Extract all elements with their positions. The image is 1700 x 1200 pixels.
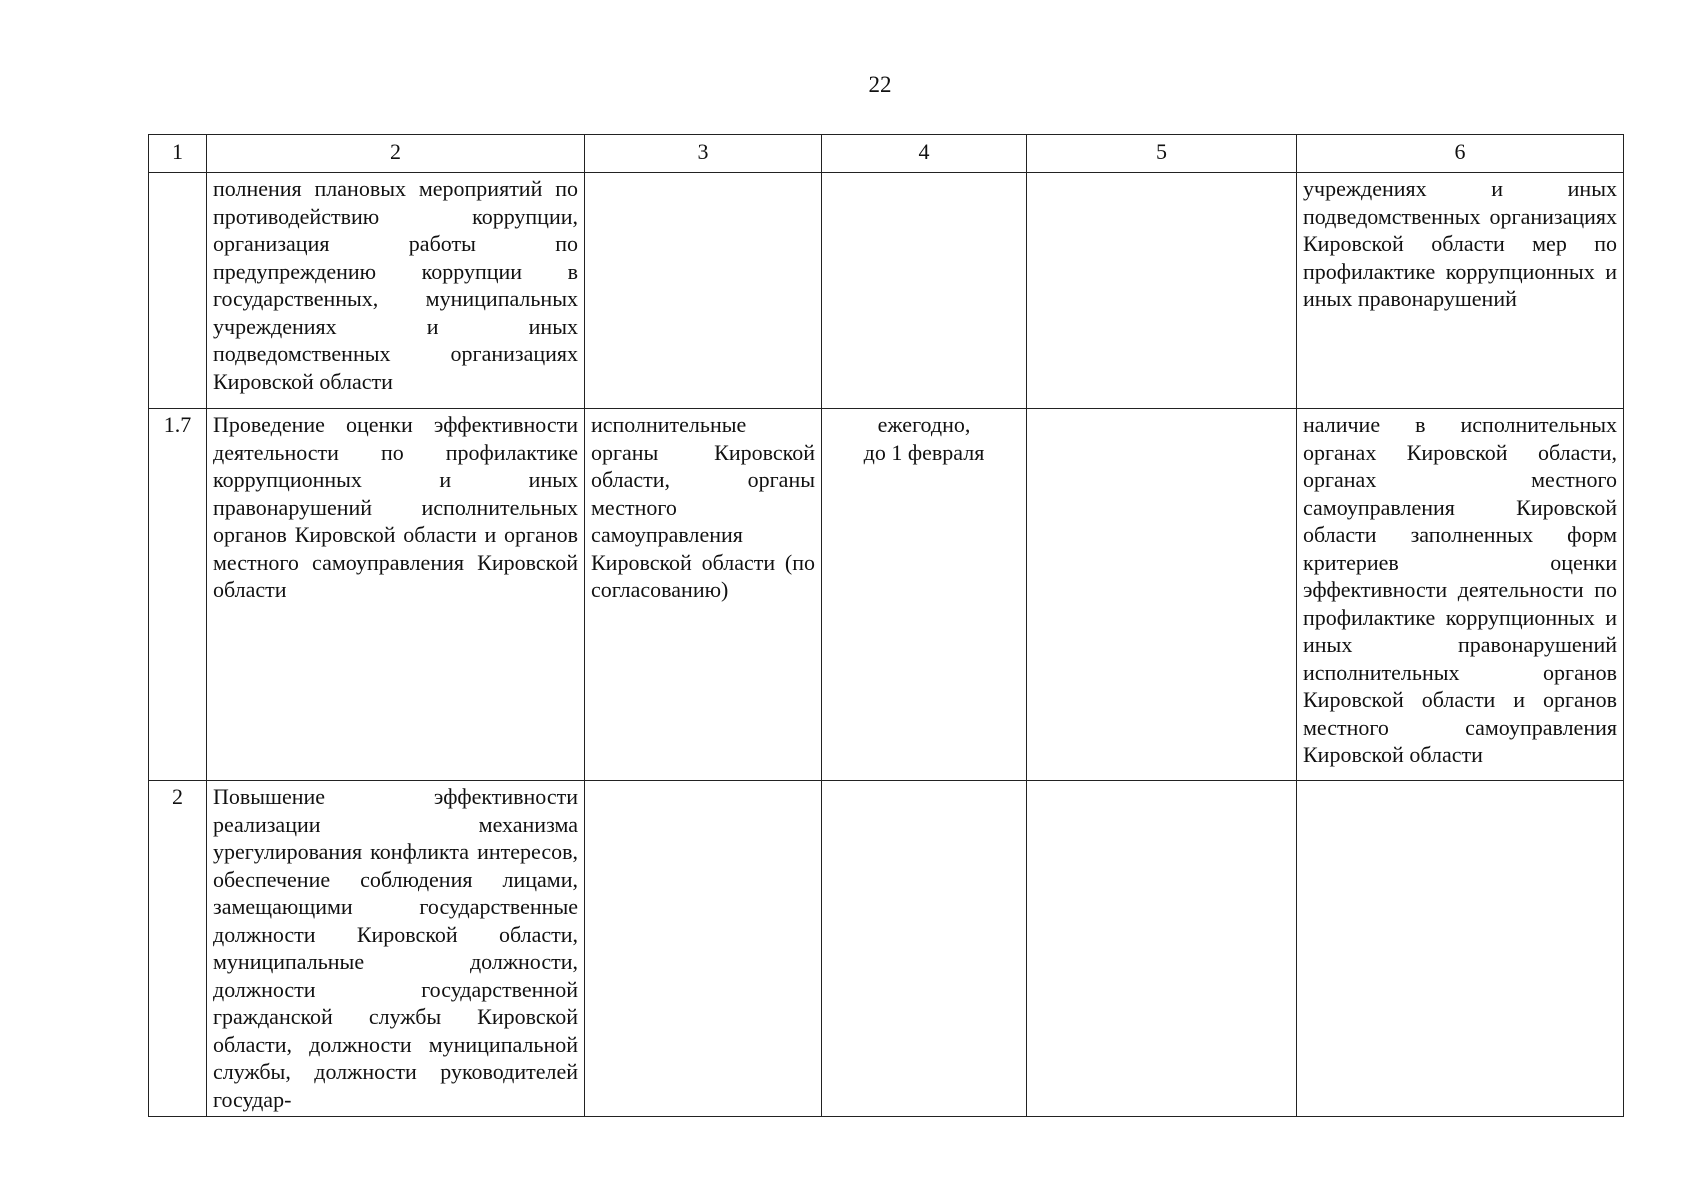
deadline: [822, 173, 1027, 409]
deadline: [822, 409, 1027, 781]
expected-result: [1297, 781, 1624, 1117]
row-number: 2: [149, 781, 207, 1117]
expected-result: учреждениях и иных подведомственных организациях Кировской области мер по профилактике коррупционных и иных правонарушений: [1297, 173, 1624, 409]
plan-table: [148, 134, 1624, 1117]
measure-name: Проведение оценки эффективности деятельности по профилактике коррупционных и иных правонарушений исполнительных органов Кировской области и органов местного самоуправления Кировской области: [207, 409, 585, 781]
header-col-5: 5: [1027, 135, 1297, 173]
executors: [585, 781, 822, 1117]
deadline: [822, 781, 1027, 1117]
deadline-text: ежегодно, до 1 февраля: [863, 412, 985, 465]
header-col-2: 2: [207, 135, 585, 173]
measure-name: Повышение эффективности реализации механизма урегулирования конфликта интересов, обеспечение соблюдения лицами, замещающими государственные должности Кировской области, муниципальные должности, должности государственной гражданской службы Кировской области, должности муниципальной службы, должности руководителей государ-: [207, 781, 585, 1117]
table-row: [149, 781, 1624, 1117]
column-5-cell: [1027, 409, 1297, 781]
table-header-row: [149, 135, 1624, 173]
executors: [585, 173, 822, 409]
column-5-cell: [1027, 173, 1297, 409]
page-number: 22: [868, 72, 892, 97]
row-number: [149, 173, 207, 409]
header-col-1: 1: [149, 135, 207, 173]
table-row: [149, 173, 1624, 409]
header-col-4: 4: [822, 135, 1027, 173]
row-number: 1.7: [149, 409, 207, 781]
header-col-6: 6: [1297, 135, 1624, 173]
measure-name: полнения плановых мероприятий по противодействию коррупции, организация работы по предупреждению коррупции в государственных, муниципальных учреждениях и иных подведомственных организациях Кировской области: [207, 173, 585, 409]
executors: исполнительные органы Кировской области, органы местного самоуправления Кировской области (по согласованию): [585, 409, 822, 781]
expected-result: наличие в исполнительных органах Кировской области, органах местного самоуправления Кировской области заполненных форм критериев оценки эффективности деятельности по профилактике коррупционных и иных правонарушений исполнительных органов Кировской области и органов местного самоуправления Кировской области: [1297, 409, 1624, 781]
header-col-3: 3: [585, 135, 822, 173]
column-5-cell: [1027, 781, 1297, 1117]
table-row: [149, 409, 1624, 781]
